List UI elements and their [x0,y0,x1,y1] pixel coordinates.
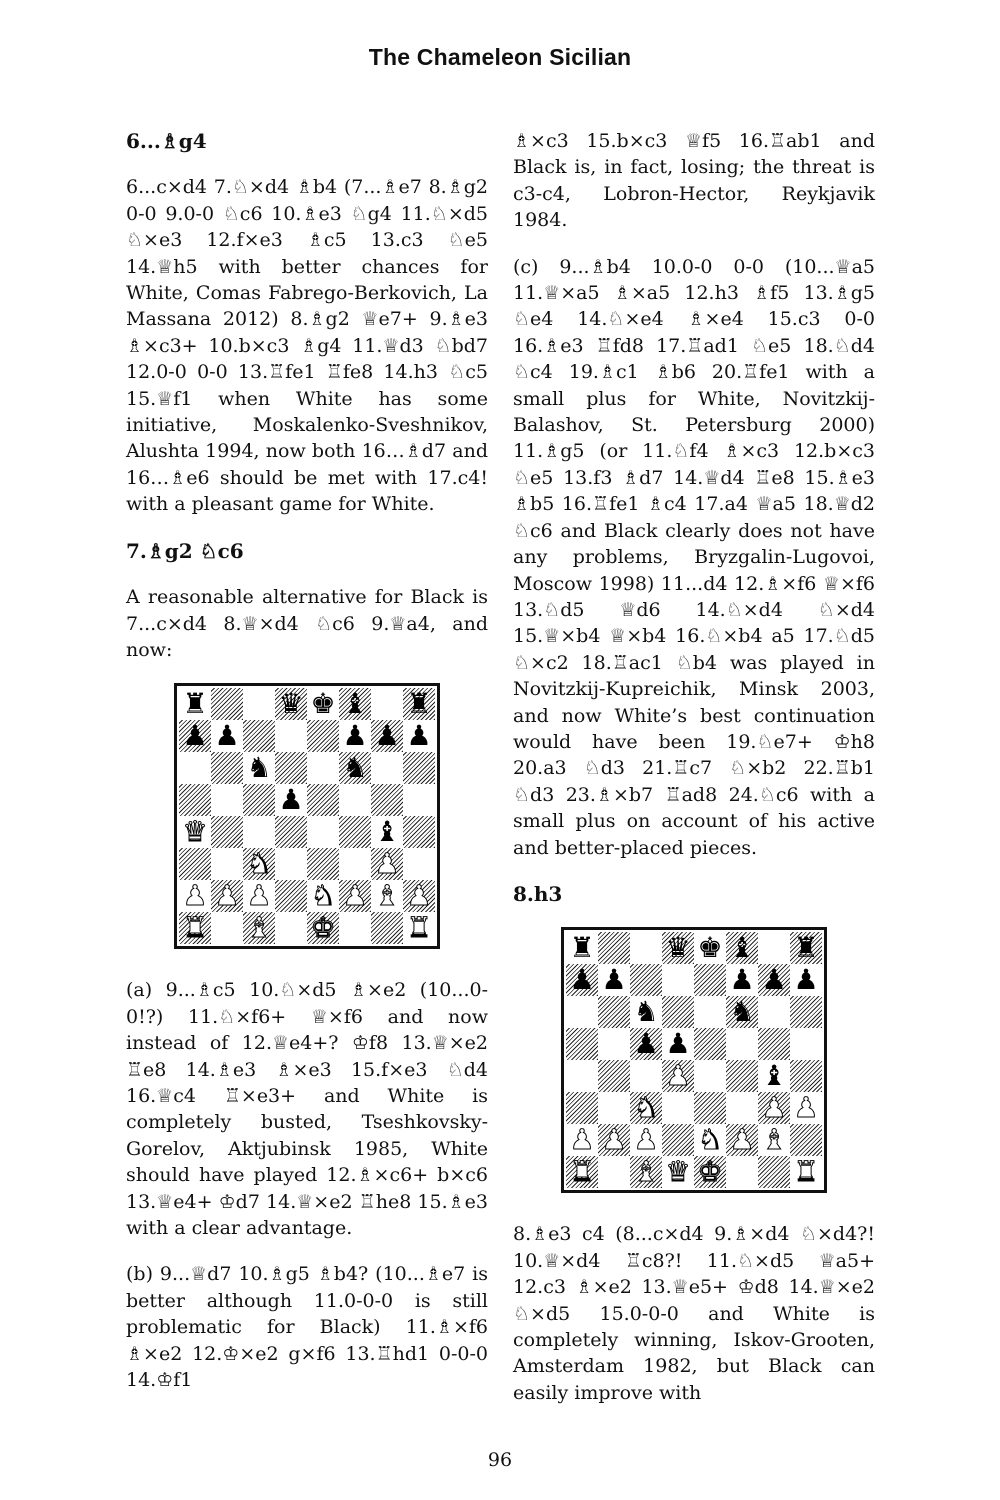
board-square [598,1156,630,1188]
board-square [694,964,726,996]
board-square [275,848,307,880]
move-heading: 6...♗g4 [126,129,207,153]
white-bishop-icon: ♝ [761,1123,787,1157]
board-square [371,784,403,816]
paragraph: 6...c×d4 7.♘×d4 ♗b4 (7...♗e7 8.♗g2 0-0 9.0-0 ♘c6 10.♗e3 ♘g4 11.♘×d5 ♘×e3 12.f×e3 ♗c5 13.c3 ♘e5 14.♕h5 with better chances for White, Comas Fabrego-Berkovich, La Massana 2012) 8.♗g2 ♕e7+ 9.♗e3 ♗×c3+ 10.b×c3 ♗g4 11.♕d3 ♘bd7 12.0-0 0-0 13.♖fe1 ♖fe8 14.h3 ♘c5 15.♕f1 when White has some initiative, Moskalenko-Sveshnikov, Alushta 1994, now both 16…♗d7 and 16…♗e6 should be met with 17.c4! with a pleasant game for White. [126,176,488,516]
black-rook-icon: ♜ [793,931,819,965]
black-pawn-icon: ♟ [374,719,400,753]
white-pawn-icon: ♟ [729,1123,755,1157]
board-square [790,1156,822,1188]
board-square [403,688,435,720]
black-queen-icon: ♛ [665,931,691,965]
white-pawn-icon: ♟ [761,1091,787,1125]
board-square [726,1156,758,1188]
board-square [662,996,694,1028]
board-square [275,912,307,944]
black-pawn-icon: ♟ [601,963,627,997]
chess-board [561,927,827,1193]
board-square [339,912,371,944]
white-pawn-icon: ♟ [342,879,368,913]
board-square [243,912,275,944]
white-pawn-icon: ♟ [601,1123,627,1157]
board-square [566,1156,598,1188]
paragraph: (b) 9...♕d7 10.♗g5 ♗b4? (10...♗e7 is better although 11.0-0-0 is still problematic for Black) 11.♗×f6 ♗×e2 12.♔×e2 g×f6 13.♖hd1 0-0-0 14.♔f1 [126,1263,488,1391]
board-square [790,1092,822,1124]
board-square [694,932,726,964]
board-square [339,816,371,848]
board-square [211,848,243,880]
white-pawn-icon: ♟ [374,847,400,881]
board-square [339,784,371,816]
board-square [662,1092,694,1124]
board-square [179,784,211,816]
board-square [726,1060,758,1092]
white-knight-icon: ♞ [633,1091,659,1125]
board-square [694,996,726,1028]
black-knight-icon: ♞ [729,995,755,1029]
board-square [275,752,307,784]
white-bishop-icon: ♝ [633,1155,659,1189]
board-square [371,912,403,944]
black-rook-icon: ♜ [406,687,432,721]
board-square [403,880,435,912]
board-square [243,816,275,848]
board-square [179,848,211,880]
white-king-icon: ♚ [310,911,336,945]
board-square [662,1028,694,1060]
black-knight-icon: ♞ [246,751,272,785]
board-square [211,784,243,816]
board-square [566,964,598,996]
white-pawn-icon: ♟ [246,879,272,913]
board-square [307,848,339,880]
black-bishop-icon: ♝ [761,1059,787,1093]
board-square [598,964,630,996]
white-rook-icon: ♜ [793,1155,819,1189]
board-square [403,720,435,752]
board-square [790,1124,822,1156]
white-pawn-icon: ♟ [569,1123,595,1157]
board-square [243,784,275,816]
board-square [630,1124,662,1156]
black-pawn-icon: ♟ [761,963,787,997]
board-square [790,996,822,1028]
board-square [598,1092,630,1124]
board-square [726,1092,758,1124]
black-pawn-icon: ♟ [182,719,208,753]
black-pawn-icon: ♟ [214,719,240,753]
board-square [662,1060,694,1092]
board-square [307,816,339,848]
white-rook-icon: ♜ [182,911,208,945]
page-number: 96 [487,1449,513,1471]
board-square [790,1060,822,1092]
black-bishop-icon: ♝ [374,815,400,849]
black-rook-icon: ♜ [569,931,595,965]
white-knight-icon: ♞ [697,1123,723,1157]
board-square [662,964,694,996]
white-queen-icon: ♛ [665,1155,691,1189]
board-square [758,996,790,1028]
white-bishop-icon: ♝ [374,879,400,913]
board-square [307,784,339,816]
board-square [307,752,339,784]
board-square [179,752,211,784]
board-square [694,1092,726,1124]
board-square [630,1028,662,1060]
board-square [179,880,211,912]
white-pawn-icon: ♟ [406,879,432,913]
board-square [566,996,598,1028]
board-square [179,912,211,944]
board-square [339,720,371,752]
board-square [726,932,758,964]
black-pawn-icon: ♟ [665,1027,691,1061]
board-square [403,912,435,944]
left-column [126,128,488,1413]
board-square [307,912,339,944]
white-pawn-icon: ♟ [214,879,240,913]
board-square [307,880,339,912]
board-square [371,720,403,752]
black-bishop-icon: ♝ [342,687,368,721]
move-heading: 8.h3 [513,881,563,906]
board-square [630,1060,662,1092]
board-square [630,932,662,964]
white-rook-icon: ♜ [569,1155,595,1189]
black-king-icon: ♚ [697,931,723,965]
paragraph: (a) 9...♗c5 10.♘×d5 ♗×e2 (10...0-0!?) 11.♘×f6+ ♕×f6 and now instead of 12.♕e4+? ♔f8 13.♕×e2 ♖e8 14.♗e3 ♗×e3 15.f×e3 ♘d4 16.♕c4 ♖×e3+ and White is completely busted, Tseshkovsky-Gorelov, Aktjubinsk 1985, White should have played 12.♗×c6+ b×c6 13.♕e4+ ♔d7 14.♕×e2 ♖he8 15.♗e3 with a clear advantage. [126,979,488,1239]
white-pawn-icon: ♟ [665,1059,691,1093]
board-square [630,1092,662,1124]
board-square [243,848,275,880]
white-queen-icon: ♛ [182,815,208,849]
board-square [566,1060,598,1092]
board-square [726,996,758,1028]
white-pawn-icon: ♟ [793,1091,819,1125]
board-square [758,1028,790,1060]
white-knight-icon: ♞ [246,847,272,881]
board-square [211,816,243,848]
board-square [339,688,371,720]
black-pawn-icon: ♟ [633,1027,659,1061]
paragraph: ♗×c3 15.b×c3 ♕f5 16.♖ab1 and Black is, in fact, losing; the threat is c3-c4, Lobron-Hector, Reykjavik 1984. [513,130,875,232]
board-square [403,784,435,816]
board-square [275,688,307,720]
board-square [630,964,662,996]
board-square [566,932,598,964]
black-knight-icon: ♞ [633,995,659,1029]
board-square [403,816,435,848]
board-square [403,752,435,784]
board-square [758,932,790,964]
white-pawn-icon: ♟ [182,879,208,913]
board-square [694,1156,726,1188]
black-bishop-icon: ♝ [729,931,755,965]
white-knight-icon: ♞ [310,879,336,913]
board-square [179,720,211,752]
board-square [758,1124,790,1156]
board-square [790,932,822,964]
board-square [339,848,371,880]
black-pawn-icon: ♟ [729,963,755,997]
board-square [598,1124,630,1156]
board-square [307,720,339,752]
paragraph: (c) 9...♗b4 10.0-0 0-0 (10...♕a5 11.♕×a5 ♗×a5 12.h3 ♗f5 13.♗g5 ♘e4 14.♘×e4 ♗×e4 15.c3 0-0 16.♗e3 ♖fd8 17.♖ad1 ♘e5 18.♘d4 ♘c4 19.♗c1 ♗b6 20.♖fe1 with a small plus for White, Novitzkij-Balashov, St. Petersburg 2000) 11.♗g5 (or 11.♘f4 ♗×c3 12.b×c3 ♘e5 13.f3 ♗d7 14.♕d4 ♖e8 15.♗e3 ♗b5 16.♖fe1 ♗c4 17.a4 ♕a5 18.♕d2 ♘c6 and Black clearly does not have any problems, Bryzgalin-Lugovoi, Moscow 1998) 11...d4 12.♗×f6 ♕×f6 13.♘d5 ♕d6 14.♘×d4 ♘×d4 15.♕×b4 ♕×b4 16.♘×b4 a5 17.♘d5 ♘×c2 18.♖ac1 ♘b4 was played in Novitzkij-Kupreichik, Minsk 2003, and now White’s best continuation would have been 19.♘e7+ ♔h8 20.a3 ♘d3 21.♖c7 ♘×b2 22.♖b1 ♘d3 23.♗×b7 ♖ad8 24.♘c6 with a small plus on account of his active and better-placed pieces. [513,255,875,859]
board-square [566,1028,598,1060]
board-square [339,752,371,784]
board-square [179,816,211,848]
board-square [339,880,371,912]
board-square [211,912,243,944]
board-square [758,1060,790,1092]
running-header: The Chameleon Sicilian [368,44,632,70]
board-square [371,816,403,848]
board-square [790,964,822,996]
board-square [630,996,662,1028]
board-square [243,880,275,912]
board-square [211,880,243,912]
black-rook-icon: ♜ [182,687,208,721]
board-square [371,752,403,784]
board-square [694,1060,726,1092]
right-column [513,128,875,1426]
board-square [371,848,403,880]
board-square [726,964,758,996]
board-square [307,688,339,720]
board-square [598,932,630,964]
board-square [598,1060,630,1092]
board-square [403,848,435,880]
white-rook-icon: ♜ [406,911,432,945]
board-square [566,1124,598,1156]
board-square [630,1156,662,1188]
chess-board [174,683,440,949]
board-square [179,688,211,720]
black-queen-icon: ♛ [278,687,304,721]
chess-diagram-1 [126,683,488,949]
board-square [598,996,630,1028]
board-square [726,1124,758,1156]
black-pawn-icon: ♟ [278,783,304,817]
board-square [211,752,243,784]
black-king-icon: ♚ [310,687,336,721]
board-square [275,816,307,848]
white-bishop-icon: ♝ [246,911,272,945]
board-square [371,688,403,720]
white-pawn-icon: ♟ [633,1123,659,1157]
black-pawn-icon: ♟ [569,963,595,997]
black-pawn-icon: ♟ [793,963,819,997]
board-square [371,880,403,912]
chess-diagram-2 [513,927,875,1193]
white-king-icon: ♚ [697,1155,723,1189]
board-square [275,880,307,912]
board-square [758,1156,790,1188]
black-pawn-icon: ♟ [406,719,432,753]
paragraph: A reasonable alternative for Black is 7...c×d4 8.♕×d4 ♘c6 9.♕a4, and now: [126,586,488,661]
board-square [662,1156,694,1188]
move-heading: 7.♗g2 ♘c6 [126,538,244,563]
board-square [662,1124,694,1156]
board-square [275,720,307,752]
board-square [598,1028,630,1060]
board-square [758,1092,790,1124]
board-square [211,688,243,720]
board-square [758,964,790,996]
board-square [211,720,243,752]
board-square [243,752,275,784]
board-square [662,932,694,964]
paragraph: 8.♗e3 c4 (8...c×d4 9.♗×d4 ♘×d4?! 10.♕×d4 ♖c8?! 11.♘×d5 ♕a5+ 12.c3 ♗×e2 13.♕e5+ ♔d8 14.♕×e2 ♘×d5 15.0-0-0 and White is completely winning, Iskov-Grooten, Amsterdam 1982, but Black can easily improve with [513,1223,875,1404]
board-square [566,1092,598,1124]
black-pawn-icon: ♟ [342,719,368,753]
black-knight-icon: ♞ [342,751,368,785]
board-square [694,1028,726,1060]
board-square [243,720,275,752]
board-square [790,1028,822,1060]
board-square [275,784,307,816]
board-square [694,1124,726,1156]
board-square [726,1028,758,1060]
board-square [243,688,275,720]
